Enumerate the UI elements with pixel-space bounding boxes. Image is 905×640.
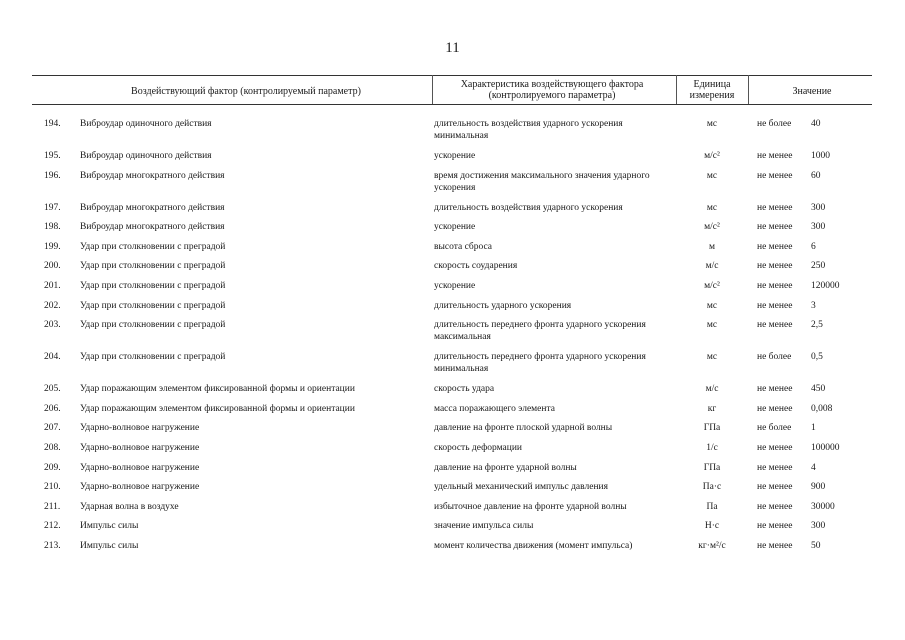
row-factor: Импульс силы: [80, 521, 139, 532]
row-number: 205.: [44, 384, 61, 395]
table-row: [0, 300, 905, 320]
header-value: Значение: [792, 86, 832, 97]
table-row: [0, 383, 905, 403]
row-characteristic: скорость деформации: [434, 442, 523, 453]
row-value: 100000: [811, 442, 840, 453]
row-value: 0,008: [811, 403, 833, 414]
row-unit: 1/с: [706, 442, 718, 453]
table-row: [0, 319, 905, 351]
table-row: [0, 280, 905, 300]
row-unit: м/с: [705, 384, 719, 395]
row-number: 209.: [44, 462, 61, 473]
table-row: [0, 260, 905, 280]
row-condition: не менее: [757, 170, 793, 181]
row-characteristic: избыточное давление на фронте ударной волны: [434, 501, 627, 512]
row-characteristic: длительность воздействия ударного ускорения минимальная: [434, 119, 623, 141]
header-unit-line1: Единица: [693, 79, 731, 90]
row-number: 212.: [44, 521, 61, 532]
row-number: 206.: [44, 403, 61, 414]
row-value: 1: [811, 423, 816, 434]
row-value: 30000: [811, 501, 835, 512]
row-value: 450: [811, 384, 826, 395]
row-number: 195.: [44, 151, 61, 161]
row-condition: не менее: [757, 403, 793, 414]
row-value: 2,5: [811, 320, 823, 331]
row-unit: м/с: [705, 261, 719, 272]
row-number: 194.: [44, 119, 61, 129]
table-row: [0, 202, 905, 222]
header-characteristic-line2: (контролируемого параметра): [488, 90, 616, 101]
row-unit: Па·с: [702, 482, 722, 493]
header-characteristic-line1: Характеристика воздействующего фактора: [460, 79, 644, 90]
row-unit: кг·м²/с: [698, 540, 726, 551]
row-factor: Ударно-волновое нагружение: [80, 482, 200, 493]
row-characteristic: скорость удара: [434, 384, 495, 395]
row-factor: Удар при столкновении с преградой: [80, 320, 226, 331]
table-row: [0, 170, 905, 202]
table-body: [0, 118, 905, 560]
row-condition: не более: [757, 119, 792, 129]
row-factor: Ударно-волновое нагружение: [80, 423, 200, 434]
row-number: 198.: [44, 222, 61, 233]
row-characteristic: длительность воздействия ударного ускорения: [434, 202, 623, 213]
table-row: [0, 241, 905, 261]
row-factor: Импульс силы: [80, 540, 139, 551]
row-unit: м/с²: [704, 151, 720, 161]
row-condition: не менее: [757, 482, 793, 493]
row-unit: м/с²: [704, 280, 720, 291]
row-number: 196.: [44, 170, 61, 181]
row-characteristic: давление на фронте ударной волны: [434, 462, 577, 473]
row-unit: мс: [706, 320, 718, 331]
row-number: 197.: [44, 202, 61, 213]
row-unit: мс: [706, 300, 718, 311]
row-condition: не менее: [757, 202, 793, 213]
row-characteristic: ускорение: [434, 280, 476, 291]
row-unit: кг: [707, 403, 717, 414]
table-header-rule: [32, 104, 872, 105]
row-value: 40: [811, 119, 821, 129]
row-factor: Ударно-волновое нагружение: [80, 462, 200, 473]
row-characteristic: масса поражающего элемента: [434, 403, 555, 414]
row-factor: Удар при столкновении с преградой: [80, 300, 226, 311]
row-value: 60: [811, 170, 821, 181]
row-factor: Виброудар одиночного действия: [80, 119, 212, 129]
row-factor: Удар поражающим элементом фиксированной формы и ориентации: [80, 403, 355, 414]
row-factor: Ударно-волновое нагружение: [80, 442, 200, 453]
row-factor: Удар при столкновении с преградой: [80, 280, 226, 291]
row-characteristic: длительность переднего фронта ударного ускорения минимальная: [434, 352, 646, 375]
header-unit: [676, 79, 748, 101]
row-condition: не менее: [757, 222, 793, 233]
row-factor: Виброудар многократного действия: [80, 222, 225, 233]
table-top-rule: [32, 75, 872, 76]
row-number: 207.: [44, 423, 61, 434]
row-condition: не менее: [757, 300, 793, 311]
row-unit: Па: [706, 501, 718, 512]
row-number: 208.: [44, 442, 61, 453]
header-characteristic: [432, 79, 672, 101]
row-unit: м/с²: [704, 222, 720, 233]
row-value: 300: [811, 222, 826, 233]
row-value: 900: [811, 482, 826, 493]
row-factor: Ударная волна в воздухе: [80, 501, 179, 512]
row-number: 203.: [44, 320, 61, 331]
header-unit-line2: измерения: [689, 90, 735, 101]
table-row: [0, 221, 905, 241]
row-factor: Виброудар многократного действия: [80, 202, 225, 213]
table-row: [0, 481, 905, 501]
row-number: 202.: [44, 300, 61, 311]
row-unit: мс: [706, 119, 718, 129]
row-characteristic: значение импульса силы: [434, 521, 534, 532]
row-number: 204.: [44, 352, 61, 363]
row-condition: не менее: [757, 540, 793, 551]
row-value: 6: [811, 241, 816, 252]
row-condition: не менее: [757, 261, 793, 272]
header-divider: [748, 75, 749, 104]
row-factor: Удар при столкновении с преградой: [80, 241, 226, 252]
row-condition: не менее: [757, 521, 793, 532]
row-factor: Виброудар многократного действия: [80, 170, 225, 181]
table-row: [0, 422, 905, 442]
row-unit: ГПа: [703, 462, 721, 473]
row-characteristic: высота сброса: [434, 241, 493, 252]
row-condition: не менее: [757, 320, 793, 331]
table-row: [0, 462, 905, 482]
table-row: [0, 540, 905, 560]
row-number: 199.: [44, 241, 61, 252]
row-characteristic: момент количества движения (момент импульса): [434, 540, 633, 551]
row-condition: не менее: [757, 384, 793, 395]
row-value: 4: [811, 462, 816, 473]
row-value: 3: [811, 300, 816, 311]
row-number: 211.: [44, 501, 61, 512]
page-number: 11: [445, 40, 460, 56]
row-characteristic: ускорение: [434, 222, 476, 233]
row-number: 201.: [44, 280, 61, 291]
row-value: 0,5: [811, 352, 823, 363]
row-value: 50: [811, 540, 821, 551]
table-row: [0, 118, 905, 150]
row-value: 120000: [811, 280, 840, 291]
row-condition: не менее: [757, 241, 793, 252]
table-row: [0, 351, 905, 383]
row-characteristic: скорость соударения: [434, 261, 518, 272]
table-row: [0, 150, 905, 170]
row-condition: не менее: [757, 462, 793, 473]
row-value: 300: [811, 521, 826, 532]
row-unit: м: [708, 241, 715, 252]
row-condition: не менее: [757, 501, 793, 512]
row-unit: Н·с: [704, 521, 720, 532]
header-factor: Воздействующий фактор (контролируемый параметр): [131, 86, 361, 97]
row-condition: не менее: [757, 442, 793, 453]
row-characteristic: время достижения максимального значения ударного ускорения: [434, 170, 650, 193]
row-factor: Удар поражающим элементом фиксированной формы и ориентации: [80, 384, 355, 395]
row-unit: мс: [706, 202, 718, 213]
row-condition: не более: [757, 423, 792, 434]
row-number: 200.: [44, 261, 61, 272]
table-row: [0, 442, 905, 462]
row-condition: не менее: [757, 280, 793, 291]
row-characteristic: длительность переднего фронта ударного ускорения максимальная: [434, 320, 646, 343]
table-row: [0, 501, 905, 521]
row-characteristic: длительность ударного ускорения: [434, 300, 572, 311]
row-characteristic: ускорение: [434, 151, 476, 161]
row-factor: Виброудар одиночного действия: [80, 151, 212, 161]
row-unit: ГПа: [703, 423, 721, 434]
row-value: 1000: [811, 151, 830, 161]
row-unit: мс: [706, 170, 718, 181]
row-factor: Удар при столкновении с преградой: [80, 352, 226, 363]
row-number: 210.: [44, 482, 61, 493]
table-row: [0, 520, 905, 540]
row-characteristic: удельный механический импульс давления: [434, 482, 609, 493]
row-number: 213.: [44, 540, 61, 551]
row-value: 250: [811, 261, 826, 272]
row-value: 300: [811, 202, 826, 213]
row-condition: не более: [757, 352, 792, 363]
table-row: [0, 403, 905, 423]
row-unit: мс: [706, 352, 718, 363]
row-condition: не менее: [757, 151, 793, 161]
row-characteristic: давление на фронте плоской ударной волны: [434, 423, 613, 434]
row-factor: Удар при столкновении с преградой: [80, 261, 226, 272]
